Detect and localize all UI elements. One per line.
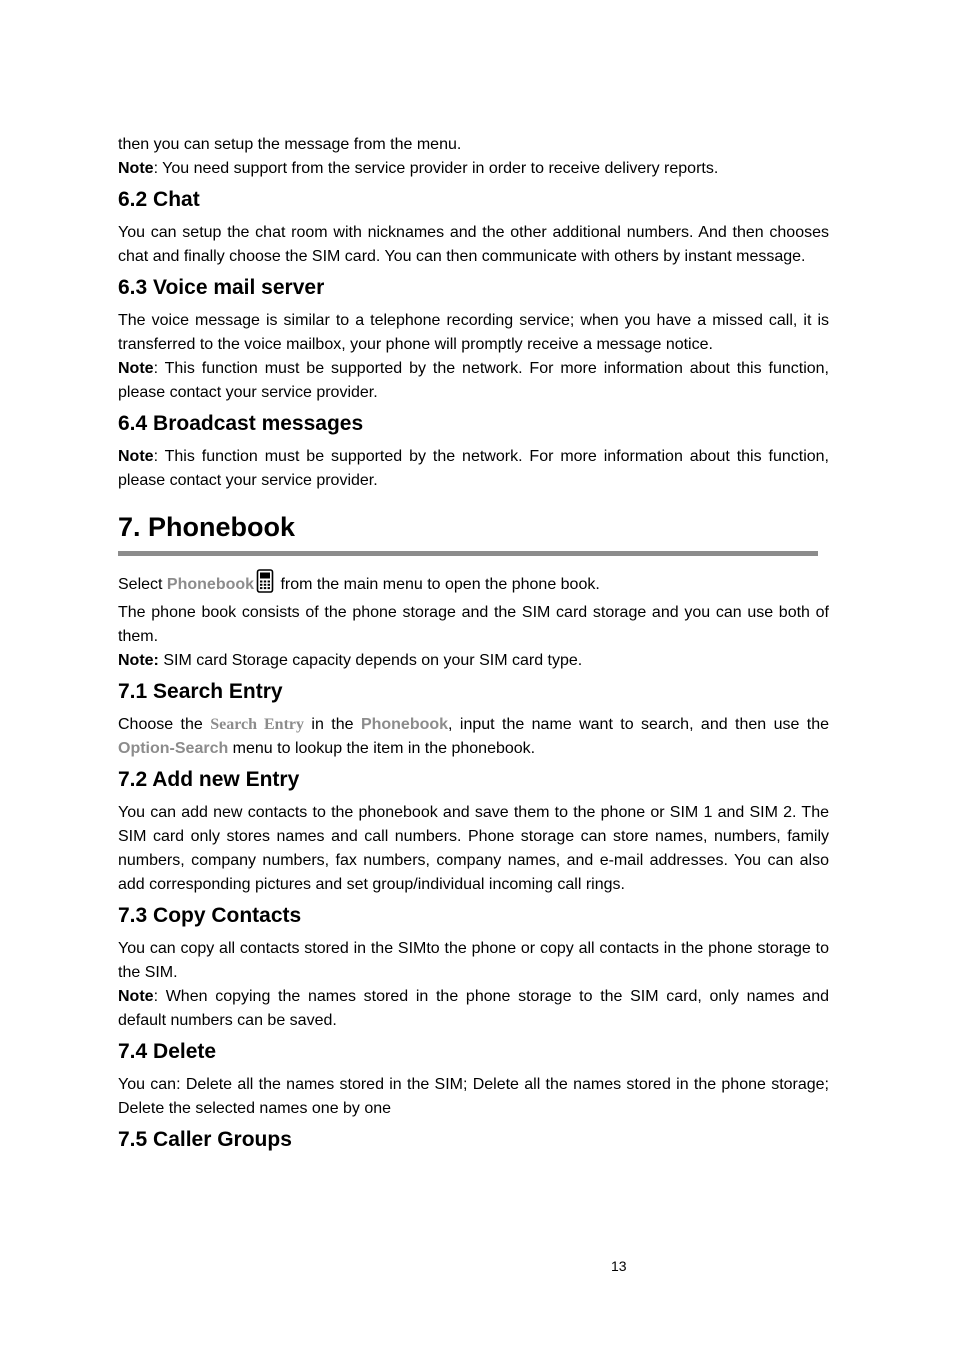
voicemail-paragraph: The voice message is similar to a telephone recording service; when you have a missed call, it is transferred to the voice mailbox, your phone will promptly receive a message notice. [118,312,829,353]
phonebook-select-line: Select Phonebook from the main menu to open the phone book. [118,569,829,601]
chat-paragraph: You can setup the chat room with nicknames and the other additional numbers. And then chooses chat and finally choose the SIM card. You can then communicate with others by instant message. [118,224,829,265]
note-text: SIM card Storage capacity depends on your SIM card type. [158,652,583,669]
broadcast-note [118,445,829,493]
search-entry-paragraph: Choose the Search Entry in the Phonebook, input the name want to search, and then use the Option-Search menu to lookup the item in the phonebook. [118,716,830,757]
phonebook-paragraph: The phone book consists of the phone storage and the SIM card storage and you can use both of them. [118,604,829,645]
voicemail-note [118,357,829,405]
document-page [118,133,829,1153]
heading-7-1: 7.1 Search Entry [118,680,283,703]
search-entry-menu-name: Search Entry [210,716,304,733]
note-label: Note [118,448,154,465]
section-divider [118,551,818,556]
heading-6-4: 6.4 Broadcast messages [118,412,364,435]
heading-6-3: 6.3 Voice mail server [118,276,325,299]
heading-7-2: 7.2 Add new Entry [118,768,300,791]
note-text: : You need support from the service provider in order to receive delivery reports. [153,160,719,177]
heading-7-5: 7.5 Caller Groups [118,1128,292,1151]
heading-7-3: 7.3 Copy Contacts [118,904,302,927]
note-label: Note [118,360,154,377]
phonebook-menu-name: Phonebook [360,716,449,733]
note-label: Note [118,988,154,1005]
phonebook-note [118,649,829,673]
phonebook-menu-name: Phonebook [166,576,255,593]
note-label: Note [118,160,154,177]
option-search-menu-name: Option-Search [118,740,229,757]
copy-contacts-note [118,985,829,1033]
heading-6-2: 6.2 Chat [118,188,200,211]
intro-note [118,157,829,181]
intro-line: then you can setup the message from the menu. [118,136,462,153]
note-text: : This function must be supported by the network. For more information about this function, please contact your service provider. [118,360,829,401]
note-text: : When copying the names stored in the phone storage to the SIM card, only names and default numbers can be saved. [118,988,829,1029]
page-number: 13 [611,1258,627,1274]
note-text: : This function must be supported by the network. For more information about this function, please contact your service provider. [118,448,829,489]
delete-paragraph: You can: Delete all the names stored in the SIM; Delete all the names stored in the phone storage; Delete the selected names one by one [118,1076,829,1117]
phonebook-phone-icon [256,569,274,601]
copy-contacts-paragraph: You can copy all contacts stored in the SIMto the phone or copy all contacts in the phone storage to the SIM. [118,940,829,981]
add-entry-paragraph: You can add new contacts to the phonebook and save them to the phone or SIM 1 and SIM 2. The SIM card only stores names and call numbers. Phone storage can store names, numbers, family numbers, company numbers, fax numbers, company names, and e-mail addresses. You can also add corresponding pictures and set group/individual incoming call rings. [118,804,829,893]
heading-7-phonebook: 7. Phonebook [118,512,296,542]
heading-7-4: 7.4 Delete [118,1040,217,1063]
note-label: Note: [118,652,159,669]
